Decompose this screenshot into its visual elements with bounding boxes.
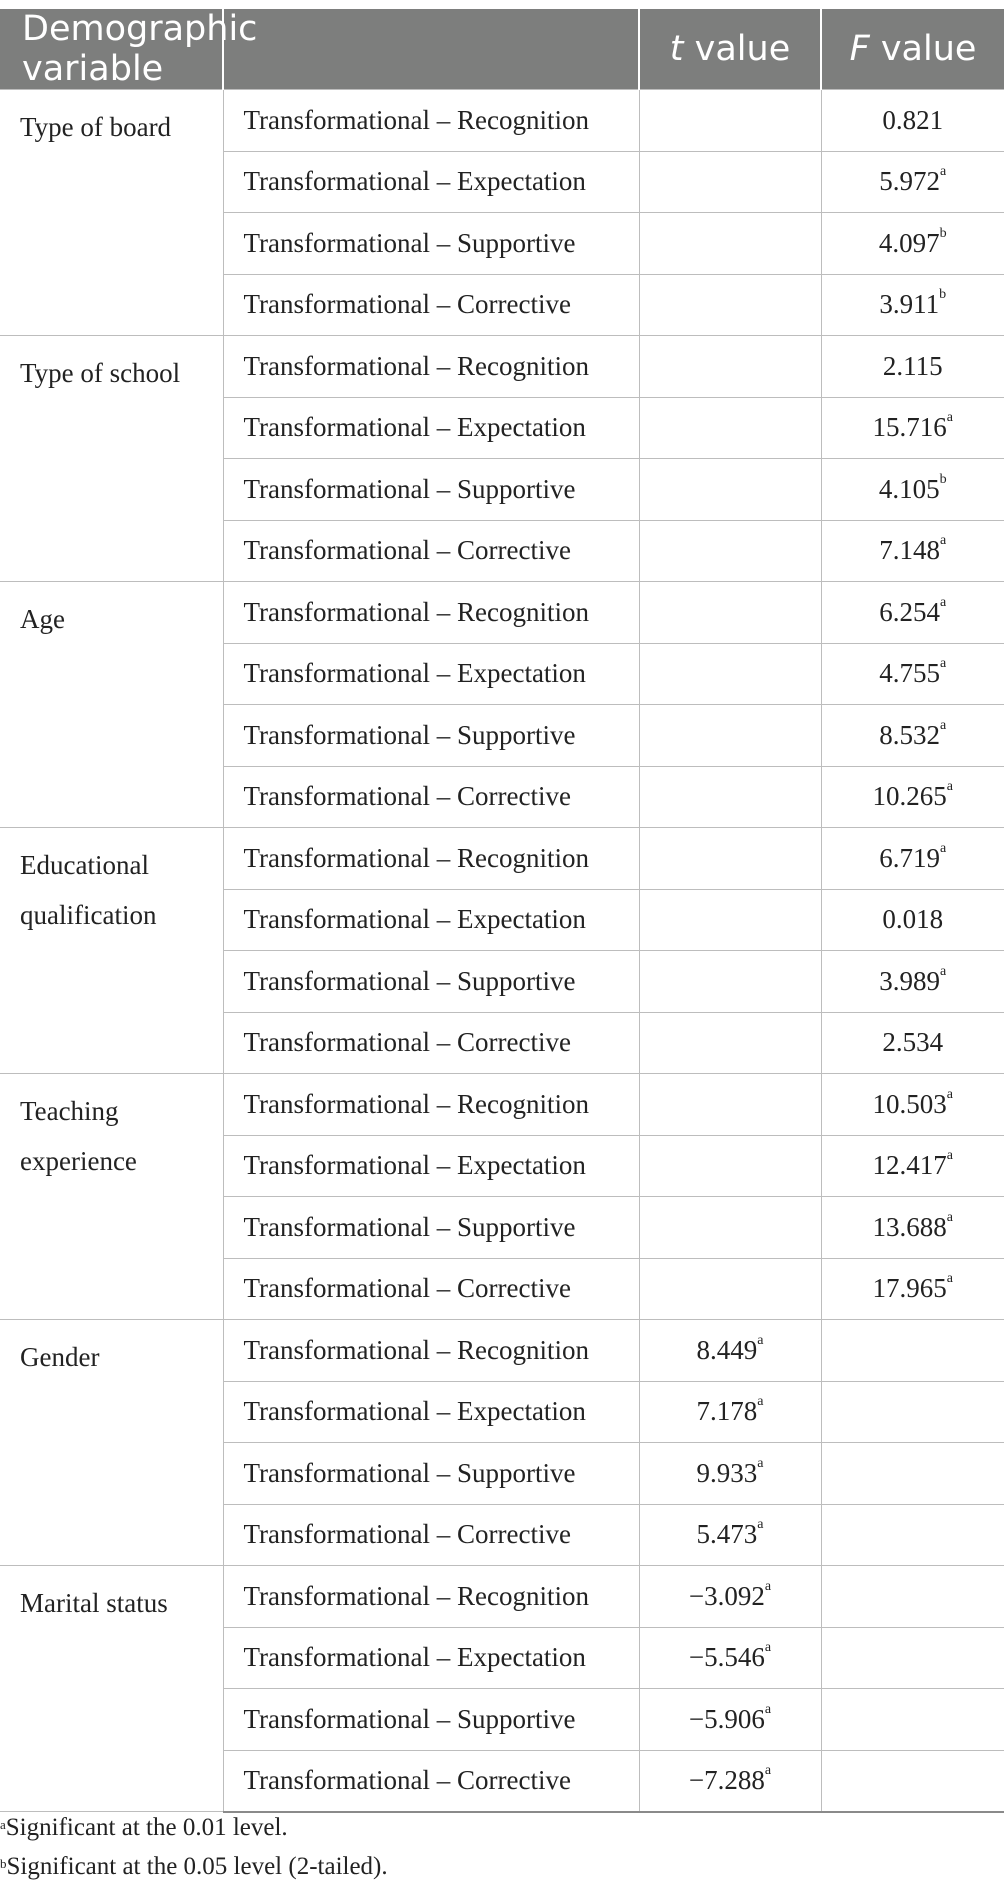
t-significance-mark: a [757,1517,764,1533]
f-value: 6.254 [879,596,941,627]
t-value-cell [639,1750,821,1812]
f-value-cell [821,1504,1004,1566]
leadership-dimension: Transformational – Supportive [223,1689,639,1751]
t-value-cell [639,1012,821,1074]
leadership-dimension: Transformational – Supportive [223,213,639,275]
t-value-cell [639,1627,821,1689]
t-value: −5.906 [688,1703,765,1734]
group-label: Age [0,582,223,828]
t-value-cell [639,1566,821,1628]
f-significance-mark: a [940,594,947,610]
f-value-cell [821,582,1004,644]
t-value: 8.449 [696,1334,758,1365]
f-value: 12.417 [872,1150,947,1181]
leadership-dimension: Transformational – Recognition [223,828,639,890]
f-value-cell [821,1074,1004,1136]
f-value: 3.911 [879,289,940,320]
f-value: 0.821 [882,104,944,135]
f-value-cell [821,828,1004,890]
f-value-cell [821,1689,1004,1751]
t-value-cell [639,643,821,705]
f-value-cell [821,213,1004,275]
t-value-cell [639,1381,821,1443]
header-row [0,9,1004,90]
table-footnotes [0,1808,388,1886]
f-value: 7.148 [879,535,941,566]
t-value: −3.092 [688,1580,765,1611]
f-value-cell [821,520,1004,582]
t-value-cell [639,1197,821,1259]
leadership-dimension: Transformational – Recognition [223,1566,639,1628]
f-significance-mark: a [940,840,947,856]
group-label: Gender [0,1320,223,1566]
f-significance-mark: a [946,1086,953,1102]
f-value-cell [821,1381,1004,1443]
f-value-cell [821,705,1004,767]
f-value: 13.688 [872,1211,947,1242]
f-value: 4.755 [879,658,941,689]
f-value-cell [821,1566,1004,1628]
leadership-dimension: Transformational – Expectation [223,397,639,459]
t-value-cell [639,151,821,213]
f-value: 10.503 [872,1088,947,1119]
t-value-cell [639,90,821,152]
t-value-cell [639,1074,821,1136]
t-value: −7.288 [688,1765,765,1795]
f-value: 15.716 [872,412,947,443]
t-value-cell [639,1443,821,1505]
footnote-b [0,1847,388,1886]
f-significance-mark: a [940,717,947,733]
t-significance-mark: a [764,1763,772,1778]
f-value-cell [821,766,1004,828]
header-f-label: value [869,29,977,69]
f-value-cell [821,1750,1004,1812]
t-value-cell [639,705,821,767]
header-t-symbol: t [669,29,684,69]
f-value-cell [821,274,1004,336]
f-value-cell [821,951,1004,1013]
f-value: 4.097 [878,227,940,258]
t-significance-mark: a [757,1455,764,1471]
leadership-dimension: Transformational – Recognition [223,336,639,398]
leadership-dimension: Transformational – Expectation [223,1135,639,1197]
group-label: Marital status [0,1566,223,1812]
f-value-cell [821,1627,1004,1689]
f-significance-mark: b [939,287,947,303]
leadership-dimension: Transformational – Recognition [223,1074,639,1136]
f-value-cell [821,1012,1004,1074]
t-significance-mark: a [764,1701,772,1717]
leadership-dimension: Transformational – Corrective [223,766,639,828]
leadership-dimension: Transformational – Supportive [223,1443,639,1505]
f-value: 3.989 [879,965,941,996]
f-value-cell [821,1197,1004,1259]
header-f-value [821,9,1004,90]
t-value: 5.473 [696,1519,758,1550]
header-demographic-variable: Demographic variable [0,9,223,90]
f-value: 8.532 [879,719,941,750]
footnote-b-text: Significant at the 0.05 level (2-tailed). [6,1853,388,1880]
f-significance-mark: a [946,1209,953,1225]
t-value-cell [639,1689,821,1751]
f-value: 6.719 [879,842,941,873]
f-significance-mark: a [946,1271,953,1287]
leadership-dimension: Transformational – Recognition [223,582,639,644]
f-significance-mark: a [940,164,947,180]
header-f-symbol: F [849,29,870,69]
t-value: 7.178 [696,1396,758,1427]
f-significance-mark: b [939,225,947,241]
f-value: 4.105 [878,473,940,504]
footnote-a-text: Significant at the 0.01 level. [5,1814,288,1841]
f-value: 2.115 [882,350,943,381]
leadership-dimension: Transformational – Expectation [223,151,639,213]
leadership-dimension: Transformational – Supportive [223,951,639,1013]
leadership-dimension: Transformational – Corrective [223,1258,639,1320]
leadership-dimension: Transformational – Expectation [223,1627,639,1689]
f-value: 2.534 [882,1027,944,1058]
leadership-dimension: Transformational – Recognition [223,1320,639,1382]
f-significance-mark: a [946,779,953,795]
leadership-dimension: Transformational – Corrective [223,1504,639,1566]
t-significance-mark: a [757,1332,764,1348]
header-t-label: value [683,29,791,69]
f-significance-mark: a [940,656,947,672]
f-significance-mark: b [939,471,947,487]
t-value-cell [639,1258,821,1320]
f-significance-mark: a [940,533,947,549]
header-t-value [639,9,821,90]
f-value-cell [821,1135,1004,1197]
f-significance-mark: a [946,1148,953,1164]
table-row [0,1074,1004,1136]
leadership-dimension: Transformational – Corrective [223,1750,639,1812]
t-value-cell [639,1504,821,1566]
f-value: 0.018 [882,904,944,935]
leadership-dimension: Transformational – Expectation [223,1381,639,1443]
t-value-cell [639,520,821,582]
t-value-cell [639,274,821,336]
leadership-dimension: Transformational – Supportive [223,705,639,767]
footnote-a [0,1808,388,1847]
t-value: −5.546 [688,1642,765,1673]
t-significance-mark: a [764,1578,772,1594]
group-label: Type of school [0,336,223,582]
f-value-cell [821,397,1004,459]
f-value-cell [821,1320,1004,1382]
group-label: Educational qualification [0,828,223,1074]
header-blank [223,9,639,90]
leadership-dimension: Transformational – Expectation [223,643,639,705]
t-significance-mark: a [757,1394,764,1410]
t-value: 9.933 [696,1457,758,1488]
table-row [0,90,1004,152]
f-value-cell [821,889,1004,951]
t-value-cell [639,213,821,275]
f-value-cell [821,1258,1004,1320]
f-value-cell [821,1443,1004,1505]
leadership-dimension: Transformational – Corrective [223,520,639,582]
table-row [0,828,1004,890]
t-value-cell [639,1135,821,1197]
leadership-dimension: Transformational – Recognition [223,90,639,152]
t-value-cell [639,1320,821,1382]
f-value-cell [821,151,1004,213]
f-value: 5.972 [879,166,941,197]
t-value-cell [639,397,821,459]
results-table [0,9,1004,1813]
f-value-cell [821,336,1004,398]
t-value-cell [639,828,821,890]
leadership-dimension: Transformational – Supportive [223,1197,639,1259]
table-row [0,1320,1004,1382]
f-value: 17.965 [872,1273,947,1304]
leadership-dimension: Transformational – Corrective [223,274,639,336]
t-value-cell [639,766,821,828]
leadership-dimension: Transformational – Expectation [223,889,639,951]
f-value: 10.265 [872,781,947,812]
f-value-cell [821,90,1004,152]
f-value-cell [821,643,1004,705]
t-significance-mark: a [764,1640,772,1656]
footnote-b-mark: b [0,1856,7,1871]
f-significance-mark: a [946,410,953,426]
table-row [0,582,1004,644]
t-value-cell [639,889,821,951]
group-label: Teaching experience [0,1074,223,1320]
t-value-cell [639,336,821,398]
t-value-cell [639,582,821,644]
f-value-cell [821,459,1004,521]
footnote-a-mark: a [0,1817,6,1832]
leadership-dimension: Transformational – Corrective [223,1012,639,1074]
leadership-dimension: Transformational – Supportive [223,459,639,521]
table-row [0,336,1004,398]
table-row [0,1566,1004,1628]
f-significance-mark: a [940,963,947,979]
group-label: Type of board [0,90,223,336]
t-value-cell [639,459,821,521]
t-value-cell [639,951,821,1013]
